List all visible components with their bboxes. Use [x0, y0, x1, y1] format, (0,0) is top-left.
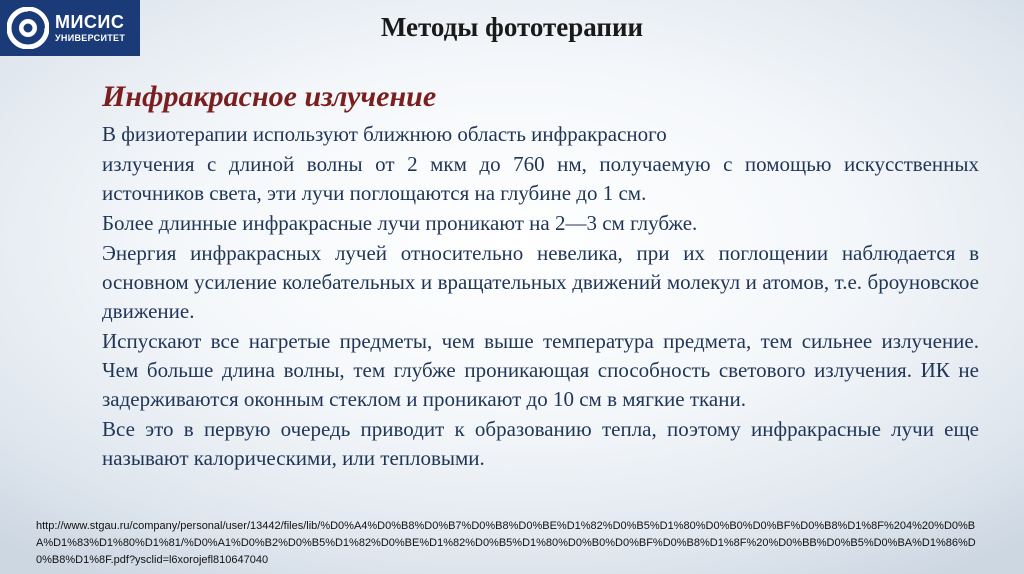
- section-heading: Инфракрасное излучение: [102, 80, 437, 113]
- paragraph-5: Испускают все нагретые предметы, чем выше температура предмета, тем сильнее излучение. Чем больше длина волны, тем глубже проникающая способность светового излучения. ИК не задерживаются оконным стеклом и проникают до 10 см в мягкие ткани.: [102, 329, 979, 411]
- paragraph-1: В физиотерапии используют ближнюю область инфракрасного: [102, 122, 667, 146]
- page-title: Методы фототерапии: [380, 12, 644, 42]
- slide-content: [102, 78, 979, 474]
- paragraph-4: Энергия инфракрасных лучей относительно невелика, при их поглощении наблюдается в основном усиление колебательных и вращательных движений молекул и атомов, т.е. броуновское движение.: [102, 241, 979, 323]
- logo-subtitle: УНИВЕРСИТЕТ: [55, 33, 126, 43]
- source-link[interactable]: http://www.stgau.ru/company/personal/user/13442/files/lib/%D0%A4%D0%B8%D0%B7%D0%B8%D0%BE%D1%82%D0%B5%D1%80%D0%B0%D0%BF%D0%B8%D1%8F%204%20%D0%BA%D1%83%D1%80%D1%81/%D0%A1%D0%B2%D0%B5%D1%82%D0%BE%D1%82%D0%B5%D1%80%D0%B0%D0%BF%D0%B8%D1%8F%20%D0%BB%D0%B5%D0%BA%D1%86%D0%B8%D1%8F.pdf?ysclid=l6xorojefl810647040: [36, 520, 976, 566]
- paragraph-6: Все это в первую очередь приводит к образованию тепла, поэтому инфракрасные лучи еще называют калорическими, или тепловыми.: [102, 417, 979, 470]
- paragraph-2: излучения с длиной волны от 2 мкм до 760 нм, получаемую с помощью искусственных источников света, эти лучи поглощаются на глубине до 1 см.: [102, 152, 979, 205]
- paragraph-3: Более длинные инфракрасные лучи проникают на 2—3 см глубже.: [102, 211, 698, 235]
- logo-name: МИСИС: [55, 12, 125, 32]
